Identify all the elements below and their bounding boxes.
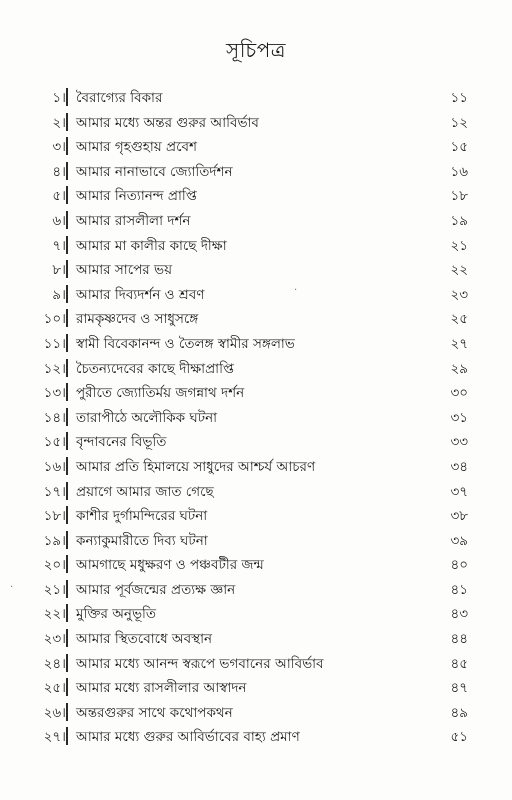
entry-page-number: ২৩: [450, 286, 468, 303]
entry-number: ৩।: [52, 139, 66, 156]
entry-title: আমার গৃহগুহায় প্রবেশ: [76, 139, 198, 156]
entry-title: আমার মা কালীর কাছে দীক্ষা: [76, 237, 227, 254]
entry-page-number: ৩৪: [450, 458, 468, 475]
entry-separator: [66, 629, 68, 647]
entry-title: আমার নানাভাবে জ্যোতির্দশন: [76, 163, 233, 180]
entry-title: আমার দিব্যদর্শন ও শ্রবণ: [76, 286, 205, 303]
entry-number: ১৩।: [43, 385, 66, 402]
toc-entry: [0, 455, 512, 480]
entry-separator: [66, 162, 68, 180]
entry-separator: [66, 678, 68, 696]
entry-separator: [66, 555, 68, 573]
toc-entry: [0, 184, 512, 209]
toc-entry: [0, 676, 512, 701]
entry-page-number: ৩১: [450, 409, 468, 426]
entry-separator: [66, 137, 68, 155]
entry-title: আমার নিত্যানন্দ প্রাপ্তি: [76, 188, 197, 205]
toc-entry: [0, 701, 512, 726]
entry-separator: [66, 727, 68, 745]
entry-title: আমার পূর্বজন্মের প্রত্যক্ষ জ্ঞান: [76, 581, 236, 598]
entry-separator: [66, 260, 68, 278]
entry-separator: [66, 457, 68, 475]
entry-page-number: ৪৯: [450, 704, 468, 721]
entry-number: ৬।: [52, 212, 66, 229]
entry-separator: [66, 186, 68, 204]
entry-number: ৭।: [52, 237, 66, 254]
table-of-contents: [0, 86, 512, 750]
entry-title: রামকৃষ্ণদেব ও সাধুসঙ্গে: [76, 311, 199, 328]
entry-page-number: ১৫: [450, 139, 468, 156]
entry-separator: [66, 580, 68, 598]
entry-title: আমার রাসলীলা দর্শন: [76, 212, 191, 229]
toc-entry: [0, 160, 512, 185]
entry-number: ১৫।: [43, 434, 66, 451]
entry-separator: [66, 482, 68, 500]
entry-number: ২১।: [43, 581, 66, 598]
toc-entry: [0, 480, 512, 505]
toc-entry: [0, 332, 512, 357]
entry-number: ৯।: [52, 286, 66, 303]
toc-entry: [0, 553, 512, 578]
entry-page-number: ৪৩: [450, 606, 468, 623]
toc-entry: [0, 357, 512, 382]
entry-separator: [66, 506, 68, 524]
entry-page-number: ১৬: [450, 163, 468, 180]
entry-number: ১০।: [43, 311, 66, 328]
toc-entry: [0, 86, 512, 111]
toc-entry: [0, 406, 512, 431]
entry-number: ৪।: [52, 163, 66, 180]
entry-number: ২৩।: [43, 631, 66, 648]
entry-title: আমার সাপের ভয়: [76, 262, 173, 279]
entry-number: ১১।: [43, 335, 66, 352]
entry-separator: [66, 703, 68, 721]
entry-separator: [66, 211, 68, 229]
entry-page-number: ৪০: [450, 557, 468, 574]
entry-title: অন্তরগুরুর সাথে কথোপকথন: [76, 704, 233, 721]
stray-mark: ·: [294, 285, 298, 296]
entry-separator: [66, 432, 68, 450]
toc-entry: [0, 652, 512, 677]
entry-title: তারাপীঠে অলৌকিক ঘটনা: [76, 409, 218, 426]
entry-number: ২৬।: [43, 704, 66, 721]
entry-separator: [66, 383, 68, 401]
entry-number: ১৯।: [43, 532, 66, 549]
entry-number: ২৭।: [43, 729, 66, 746]
entry-page-number: ২১: [450, 237, 468, 254]
entry-title: আমার স্থিতবোধে অবস্থান: [76, 631, 213, 648]
entry-title: আমার মধ্যে গুরুর আবির্ভাবের বাহ্য প্রমাণ: [76, 729, 300, 746]
entry-page-number: ৪৪: [450, 631, 468, 648]
entry-title: কন্যাকুমারীতে দিব্য ঘটনা: [76, 532, 208, 549]
entry-page-number: ৩৭: [450, 483, 468, 500]
entry-number: ১৮।: [43, 508, 66, 525]
toc-entry: [0, 529, 512, 554]
entry-page-number: ৩০: [450, 385, 468, 402]
entry-separator: [66, 334, 68, 352]
toc-entry: [0, 504, 512, 529]
toc-entry: [0, 627, 512, 652]
entry-title: আমার মধ্যে আনন্দ স্বরূপে ভগবানের আবির্ভাব: [76, 655, 324, 672]
entry-title: স্বামী বিবেকানন্দ ও তৈলঙ্গ স্বামীর সঙ্গলাভ: [76, 335, 295, 352]
entry-number: ২।: [52, 114, 66, 131]
entry-title: আমার মধ্যে রাসলীলার আস্বাদন: [76, 680, 247, 697]
entry-number: ১৬।: [43, 458, 66, 475]
entry-title: আমার মধ্যে অন্তর গুরুর আবির্ভাব: [76, 114, 259, 131]
stray-mark: ·: [10, 582, 14, 593]
entry-number: ১৭।: [43, 483, 66, 500]
entry-separator: [66, 654, 68, 672]
entry-number: ২০।: [43, 557, 66, 574]
page-title: সূচিপত্র: [226, 38, 286, 62]
toc-entry: [0, 258, 512, 283]
entry-page-number: ৪১: [450, 581, 468, 598]
toc-entry: [0, 307, 512, 332]
entry-title: পুরীতে জ্যোতির্ময় জগন্নাথ দর্শন: [76, 385, 245, 402]
entry-page-number: ২২: [450, 262, 468, 279]
entry-separator: [66, 604, 68, 622]
entry-number: ৮।: [52, 262, 66, 279]
entry-page-number: ১২: [450, 114, 468, 131]
entry-page-number: ২৯: [450, 360, 468, 377]
toc-entry: [0, 578, 512, 603]
entry-title: কাশীর দুর্গামন্দিরের ঘটনা: [76, 508, 208, 525]
entry-page-number: ৪৫: [450, 655, 468, 672]
entry-page-number: ২৫: [450, 311, 468, 328]
entry-title: আমার প্রতি হিমালয়ে সাধুদের আশ্চর্য আচরণ: [76, 458, 316, 475]
toc-entry: [0, 111, 512, 136]
entry-separator: [66, 309, 68, 327]
entry-title: মুক্তির অনুভূতি: [76, 606, 156, 623]
entry-page-number: ৩৯: [450, 532, 468, 549]
entry-separator: [66, 88, 68, 106]
entry-title: প্রয়াগে আমার জাত গেছে: [76, 483, 214, 500]
toc-entry: [0, 135, 512, 160]
toc-entry: [0, 430, 512, 455]
entry-number: ২২।: [43, 606, 66, 623]
entry-separator: [66, 236, 68, 254]
entry-page-number: ১৮: [450, 188, 468, 205]
entry-number: ১৪।: [43, 409, 66, 426]
entry-title: আমগাছে মধুক্ষরণ ও পঞ্চবটীর জন্ম: [76, 557, 264, 574]
entry-separator: [66, 408, 68, 426]
toc-entry: [0, 209, 512, 234]
entry-title: বৈরাগ্যের বিকার: [76, 90, 163, 106]
entry-separator: [66, 531, 68, 549]
entry-separator: [66, 359, 68, 377]
entry-separator: [66, 113, 68, 131]
entry-separator: [66, 285, 68, 303]
entry-title: বৃন্দাবনের বিভূতি: [76, 434, 167, 451]
entry-page-number: ১১: [450, 90, 468, 106]
toc-entry: [0, 725, 512, 750]
entry-page-number: ১৯: [450, 212, 468, 229]
toc-entry: [0, 381, 512, 406]
toc-entry: [0, 602, 512, 627]
entry-page-number: ২৭: [450, 335, 468, 352]
toc-entry: [0, 234, 512, 259]
entry-number: ১২।: [43, 360, 66, 377]
entry-number: ১।: [52, 90, 66, 106]
toc-entry: [0, 283, 512, 308]
entry-number: ৫।: [52, 188, 66, 205]
entry-page-number: ৩৩: [450, 434, 468, 451]
entry-page-number: ৩৮: [450, 508, 468, 525]
entry-title: চৈতন্যদেবের কাছে দীক্ষাপ্রাপ্তি: [76, 360, 235, 377]
entry-page-number: ৫১: [450, 729, 468, 746]
entry-number: ২৫।: [43, 680, 66, 697]
entry-number: ২৪।: [43, 655, 66, 672]
entry-page-number: ৪৭: [450, 680, 468, 697]
